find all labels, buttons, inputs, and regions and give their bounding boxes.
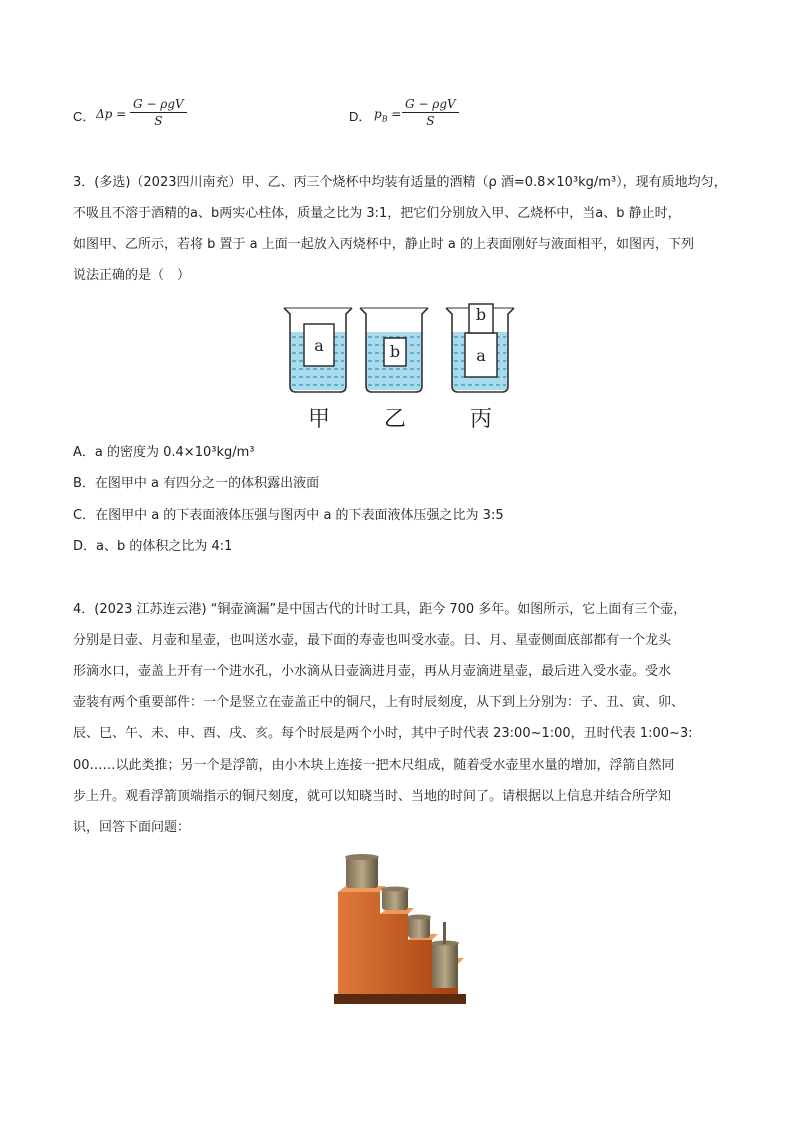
block-a-label-jia: a [314,336,324,355]
option-c-denominator: S [154,114,163,128]
q3-option-a: A．a 的密度为 0.4×10³kg/m³ [73,445,255,460]
caption-bing: 丙 [469,407,492,432]
q4-line-1: 4．(2023 江苏连云港) “铜壶滴漏”是中国古代的计时工具，距今 700 多年。如图所示，它上面有三个壶， [73,602,687,617]
option-d-p: p [374,107,382,121]
option-d-numerator: G − ρgV [402,96,459,113]
q3-line-2: 不吸且不溶于酒精的a、b两实心柱体，质量之比为 3:1，把它们分别放入甲、乙烧杯中，当a、b 静止时， [73,206,681,221]
q3-option-c: C．在图甲中 a 的下表面液体压强与图丙中 a 的下表面液体压强之比为 3:5 [73,508,504,523]
q4-line-6: 00……以此类推；另一个是浮箭，由小木块上连接一把木尺组成，随着受水壶里水量的增加，浮箭自然同 [73,758,675,773]
q4-line-4: 壶装有两个重要部件：一个是竖立在壶盖正中的铜尺，上有时辰刻度，从下到上分别为：子、丑、寅、卯、 [73,695,685,710]
option-c-label: C． [73,109,96,124]
option-d-fraction [402,96,459,129]
option-d-label: D． [349,109,372,124]
q4-line-5: 辰、巳、午、未、申、酉、戌、亥。每个时辰是两个小时，其中子时代表 23:00~1:00，丑时代表 1:00~3: [73,726,693,741]
q3-line-3: 如图甲、乙所示，若将 b 置于 a 上面一起放入丙烧杯中，静止时 a 的上表面刚好与液面相平，如图丙，下列 [73,237,694,252]
q3-option-b: B．在图甲中 a 有四分之一的体积露出液面 [73,476,320,491]
option-d-lhs [374,107,401,123]
q3-option-d: D．a、b 的体积之比为 4:1 [73,539,233,554]
q4-line-3: 形滴水口，壶盖上开有一个进水孔，小水滴从日壶滴进月壶，再从月壶滴进星壶，最后进入受水壶。受水 [73,664,672,679]
block-b-label-bing: b [475,305,487,324]
q4-line-2: 分别是日壶、月壶和星壶，也叫送水壶，最下面的寿壶也叫受水壶。日、月、星壶侧面底部都有一个龙头 [73,633,672,648]
block-a-label-bing: a [476,346,486,365]
option-d-subscript: B [381,114,388,124]
q4-line-7: 步上升。观看浮箭顶端指示的铜尺刻度，就可以知晓当时、当地的时间了。请根据以上信息并结合所学知 [73,789,672,804]
caption-yi: 乙 [383,407,406,432]
caption-jia: 甲 [307,407,330,432]
q3-line-4: 说法正确的是（ ） [73,268,191,283]
copper-water-clock-image [330,850,470,1010]
option-d-denominator: S [426,114,435,128]
q3-line-1: 3．(多选)（2023四川南充）甲、乙、丙三个烧杯中均装有适量的酒精（ρ 酒=0.8×10³kg/m³），现有质地均匀， [73,175,727,190]
option-c-lhs: Δp = [96,107,127,121]
q4-line-8: 识，回答下面问题： [73,820,191,835]
option-d-eq: = [387,107,402,121]
option-c-fraction [130,96,187,129]
option-c-numerator: G − ρgV [130,96,187,113]
block-b-label-yi: b [389,342,401,361]
